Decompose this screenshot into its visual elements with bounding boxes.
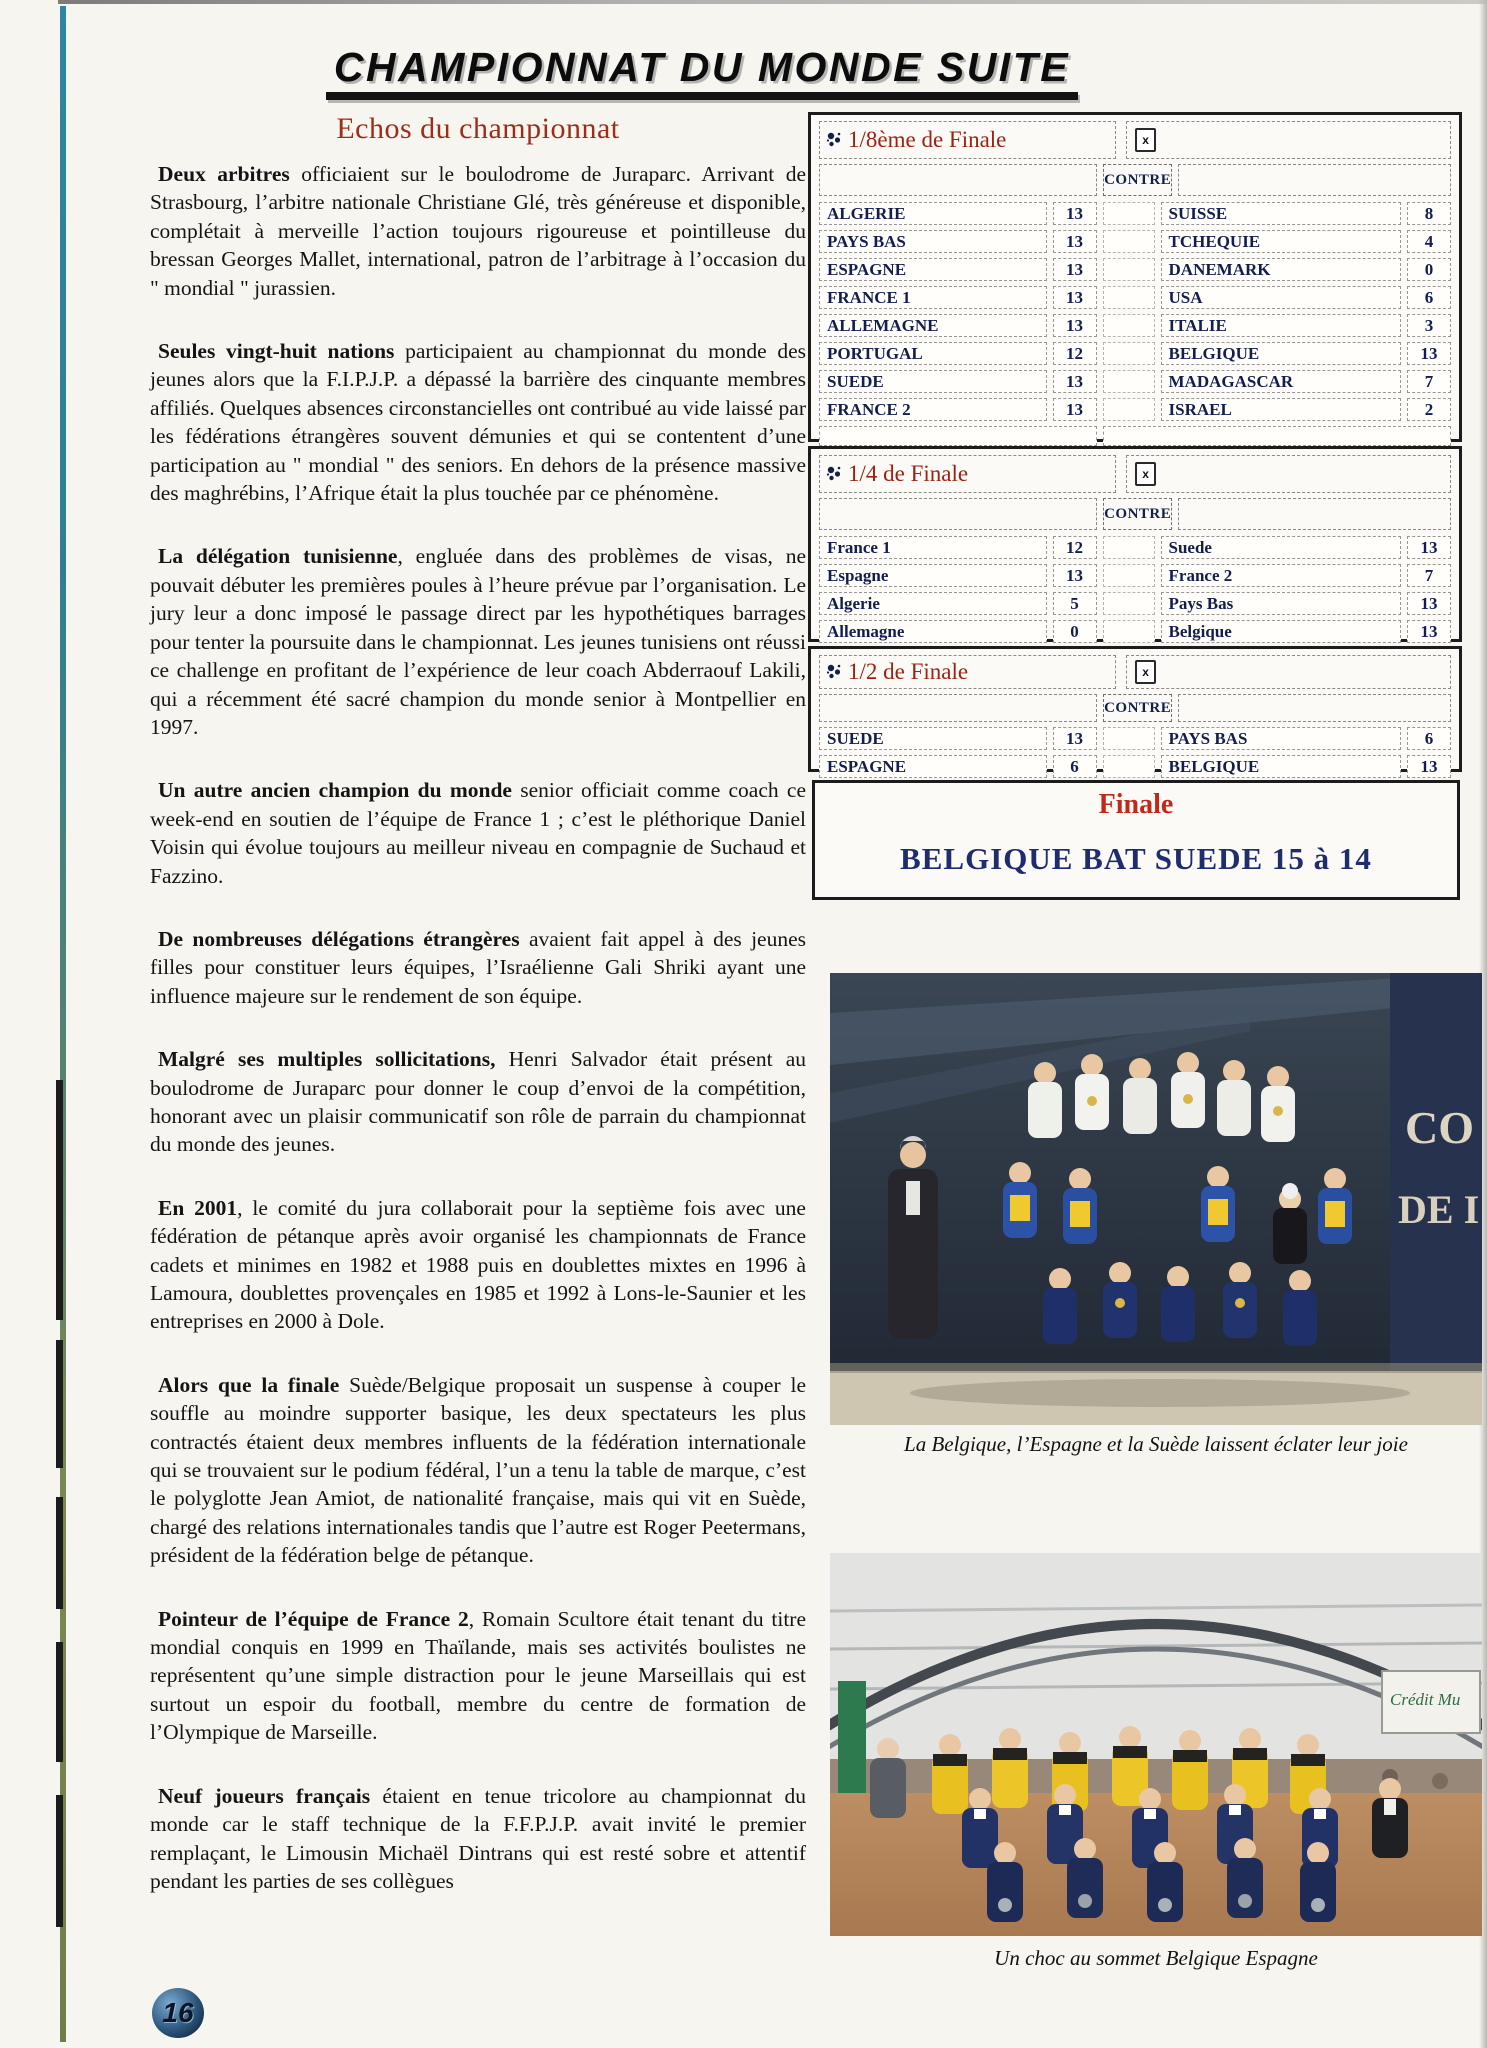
score-right: 6 — [1407, 727, 1451, 750]
match-rows — [819, 202, 1451, 421]
paragraph: Seules vingt-huit nations participaient au championnat du monde des jeunes alors que la F.I.P.J.P. a dépassé la barrière des cinquante membres affiliés. Quelques absences circonstancielles ont contribué au vide laissé par les fédérations étrangères souvent démunies et qui se contentent d’une participation au " mondial " des seniors. En dehors de la présence massive des maghrébins, l’Afrique était la plus touchée par ce phénomène. — [150, 339, 806, 506]
table-title-right-cell — [1126, 121, 1451, 159]
bracket-table-eighth-final — [808, 112, 1462, 442]
team-left: PORTUGAL — [819, 342, 1047, 365]
edge-mark — [56, 1340, 63, 1468]
contre-gap-cell — [1103, 286, 1155, 309]
match-row — [819, 620, 1451, 643]
team-left: ESPAGNE — [819, 755, 1047, 778]
team-left: SUEDE — [819, 370, 1047, 393]
paragraph: Malgré ses multiples sollicitations, Henri Salvador était présent au boulodrome de Juraparc pour donner le coup d’envoi de la compétition, honorant avec un plaisir communicatif son rôle de parrain du championnat du monde des jeunes. — [150, 1047, 806, 1157]
team-right: MADAGASCAR — [1161, 370, 1401, 393]
team-left: FRANCE 1 — [819, 286, 1047, 309]
score-left: 13 — [1053, 398, 1097, 421]
match-row — [819, 398, 1451, 421]
finale-box — [812, 780, 1460, 900]
score-left: 13 — [1053, 727, 1097, 750]
score-right: 7 — [1407, 370, 1451, 393]
table-title-cell — [819, 455, 1116, 493]
contre-gap-cell — [1103, 564, 1155, 587]
paragraph: Deux arbitres officiaient sur le boulodrome de Juraparc. Arrivant de Strasbourg, l’arbitre nationale Christiane Glé, très généreuse et disponible, complétait à merveille l’action toujours rigoureuse et pointilleuse du bressan Georges Mallet, international, patron de l’arbitrage à l’occasion du " mondial " jurassien. — [150, 162, 806, 300]
team-right: Belgique — [1161, 620, 1401, 643]
page-number-badge: 16 — [152, 1988, 204, 2038]
article-column — [150, 112, 806, 1930]
score-left: 13 — [1053, 286, 1097, 309]
bracket-table-semi-final — [808, 646, 1462, 776]
table-title-right-cell — [1126, 655, 1451, 689]
header-blank-cell — [1178, 694, 1451, 722]
match-rows — [819, 536, 1451, 643]
header-blank-cell — [1178, 164, 1451, 196]
paragraph: De nombreuses délégations étrangères avaient fait appel à des jeunes filles pour constituer leurs équipes, l’Israélienne Gali Shriki ayant une influence majeure sur le rendement de son équipe. — [150, 926, 806, 1008]
edge-mark — [56, 1795, 63, 1927]
scan-top-edge — [58, 0, 1487, 4]
team-left: Espagne — [819, 564, 1047, 587]
team-left: ALGERIE — [819, 202, 1047, 225]
score-right: 13 — [1407, 536, 1451, 559]
score-right: 2 — [1407, 398, 1451, 421]
contre-header: CONTRE — [1103, 498, 1172, 530]
header-blank-cell — [819, 164, 1097, 196]
team-left: Allemagne — [819, 620, 1047, 643]
contre-gap-cell — [1103, 536, 1155, 559]
contre-gap-cell — [1103, 755, 1155, 778]
team-photo-illustration — [830, 1553, 1482, 1936]
score-left: 13 — [1053, 370, 1097, 393]
edge-mark — [56, 1080, 63, 1320]
sponsor-sign-text: Crédit Mu — [1390, 1690, 1461, 1709]
match-row — [819, 202, 1451, 225]
header-blank-cell — [819, 498, 1097, 530]
score-left: 13 — [1053, 564, 1097, 587]
team-right: ISRAEL — [1161, 398, 1401, 421]
score-left: 13 — [1053, 230, 1097, 253]
backdrop-letters: CO — [1405, 1102, 1474, 1153]
score-left: 13 — [1053, 258, 1097, 281]
edge-mark — [56, 1642, 63, 1762]
table-title-cell — [819, 121, 1116, 159]
title-underline — [326, 92, 1078, 100]
team-right: France 2 — [1161, 564, 1401, 587]
table-title: 1/4 de Finale — [848, 461, 969, 486]
photo-caption: Un choc au sommet Belgique Espagne — [994, 1946, 1318, 1970]
team-left: ALLEMAGNE — [819, 314, 1047, 337]
empty-cell — [1103, 426, 1451, 446]
edge-mark — [56, 1497, 63, 1609]
team-right: ITALIE — [1161, 314, 1401, 337]
score-left: 13 — [1053, 314, 1097, 337]
contre-gap-cell — [1103, 342, 1155, 365]
photo-podium-celebration — [830, 973, 1482, 1425]
finale-result: BELGIQUE BAT SUEDE 15 à 14 — [900, 841, 1372, 876]
article-heading: Echos du championnat — [336, 112, 620, 145]
missing-image-placeholder-icon: x — [1135, 660, 1156, 684]
missing-image-placeholder-icon: x — [1135, 128, 1156, 152]
team-left: Algerie — [819, 592, 1047, 615]
score-left: 6 — [1053, 755, 1097, 778]
team-right: SUISSE — [1161, 202, 1401, 225]
contre-header: CONTRE — [1103, 694, 1172, 722]
contre-gap-cell — [1103, 314, 1155, 337]
score-left: 0 — [1053, 620, 1097, 643]
match-row — [819, 286, 1451, 309]
score-right: 13 — [1407, 755, 1451, 778]
score-right: 0 — [1407, 258, 1451, 281]
bracket-table-quarter-final — [808, 446, 1462, 642]
svg-text:DE I: DE I — [1398, 1187, 1480, 1232]
petanque-dingbat-icon — [826, 131, 842, 149]
petanque-dingbat-icon — [826, 663, 842, 681]
table-title: 1/8ème de Finale — [848, 127, 1007, 152]
score-right: 8 — [1407, 202, 1451, 225]
team-left: France 1 — [819, 536, 1047, 559]
paragraph: Pointeur de l’équipe de France 2, Romain Scultore était tenant du titre mondial conquis en 1999 en Thaïlande, mais ses activités boulistes ne représentent qu’une simple distraction pour le jeune Marseillais qui est surtout un espoir du football, membre du centre de formation de l’Olympique de Marseille. — [150, 1606, 807, 1745]
score-right: 4 — [1407, 230, 1451, 253]
paragraph: Un autre ancien champion du monde senior officiait comme coach ce week-end en soutien de l’équipe de France 1 ; c’est le pléthorique Daniel Voisin qui évolue toujours au meilleur niveau en compagnie de Suchaud et Fazzino. — [150, 778, 806, 888]
table-title-cell — [819, 655, 1116, 689]
team-right: DANEMARK — [1161, 258, 1401, 281]
header-blank-cell — [819, 694, 1097, 722]
score-right: 3 — [1407, 314, 1451, 337]
contre-header: CONTRE — [1103, 164, 1172, 196]
contre-gap-cell — [1103, 258, 1155, 281]
match-row — [819, 564, 1451, 587]
contre-gap-cell — [1103, 202, 1155, 225]
match-row — [819, 727, 1451, 750]
match-row — [819, 370, 1451, 393]
score-left: 5 — [1053, 592, 1097, 615]
team-right: USA — [1161, 286, 1401, 309]
podium-photo-illustration — [830, 973, 1482, 1425]
photo-team-lineup — [830, 1553, 1482, 1936]
match-row — [819, 755, 1451, 778]
table-title-right-cell — [1126, 455, 1451, 493]
contre-gap-cell — [1103, 370, 1155, 393]
team-left: PAYS BAS — [819, 230, 1047, 253]
empty-cell — [819, 426, 1097, 446]
team-right: PAYS BAS — [1161, 727, 1401, 750]
score-right: 6 — [1407, 286, 1451, 309]
score-right: 13 — [1407, 620, 1451, 643]
team-left: FRANCE 2 — [819, 398, 1047, 421]
paragraph: En 2001, le comité du jura collaborait pour la septième fois avec une fédération de pétanque après avoir organisé les championnats de France cadets et minimes en 1982 et 1988 puis en doublettes mixtes en 1996 à Lamoura, doublettes provençales en 1985 et 1992 à Lons-le-Saunier et les entreprises en 2000 à Dole. — [150, 1195, 806, 1334]
contre-gap-cell — [1103, 230, 1155, 253]
match-row — [819, 342, 1451, 365]
score-left: 12 — [1053, 342, 1097, 365]
score-right: 13 — [1407, 342, 1451, 365]
paragraph: Alors que la finale Suède/Belgique proposait un suspense à couper le souffle au moindre supporter basique, les deux spectateurs les plus contractés étaient deux membres influents de la fédération internationale qui se trouvaient sur le podium fédéral, l’un a tenu la table de marque, c’est le polyglotte Jean Amiot, de nationalité française, mais qui vit en Suède, chargé des relations internationales tandis que l’autre est Roger Peetermans, président de la fédération belge de pétanque. — [150, 1372, 806, 1568]
paragraph: La délégation tunisienne, engluée dans des problèmes de visas, ne pouvait débuter les premières poules à l’heure prévue par l’organisation. Le jury leur a donc imposé le passage direct par les hypothétiques barrages pour tenter la poursuite dans le championnat. Les jeunes tunisiens ont réussi ce challenge en profitant de l’expérience de leur coach Abderraouf Lakili, qui a récemment été sacré champion du monde senior à Montpellier en 1997. — [150, 544, 806, 739]
paragraph: Neuf joueurs français étaient en tenue tricolore au championnat du monde car le staff technique de la F.F.P.J.P. avait invité le premier remplaçant, le Limousin Michaël Dintrans qui est resté sobre et attentif pendant les parties de ses collègues — [150, 1783, 806, 1893]
photo-caption: La Belgique, l’Espagne et la Suède laissent éclater leur joie — [904, 1432, 1408, 1456]
team-right: BELGIQUE — [1161, 755, 1401, 778]
petanque-dingbat-icon — [826, 465, 842, 483]
match-row — [819, 258, 1451, 281]
contre-gap-cell — [1103, 727, 1155, 750]
team-right: Pays Bas — [1161, 592, 1401, 615]
finale-title: Finale — [1098, 789, 1174, 820]
missing-image-placeholder-icon: x — [1135, 462, 1156, 486]
article-body — [150, 160, 806, 1895]
contre-gap-cell — [1103, 592, 1155, 615]
match-rows — [819, 727, 1451, 778]
table-title: 1/2 de Finale — [848, 659, 969, 684]
team-right: BELGIQUE — [1161, 342, 1401, 365]
team-left: SUEDE — [819, 727, 1047, 750]
page-title: CHAMPIONNAT DU MONDE SUITE — [333, 44, 1071, 90]
match-row — [819, 314, 1451, 337]
team-left: ESPAGNE — [819, 258, 1047, 281]
match-row — [819, 592, 1451, 615]
score-right: 7 — [1407, 564, 1451, 587]
score-right: 13 — [1407, 592, 1451, 615]
score-left: 12 — [1053, 536, 1097, 559]
team-right: TCHEQUIE — [1161, 230, 1401, 253]
score-left: 13 — [1053, 202, 1097, 225]
match-row — [819, 230, 1451, 253]
contre-gap-cell — [1103, 398, 1155, 421]
match-row — [819, 536, 1451, 559]
header-blank-cell — [1178, 498, 1451, 530]
team-right: Suede — [1161, 536, 1401, 559]
contre-gap-cell — [1103, 620, 1155, 643]
